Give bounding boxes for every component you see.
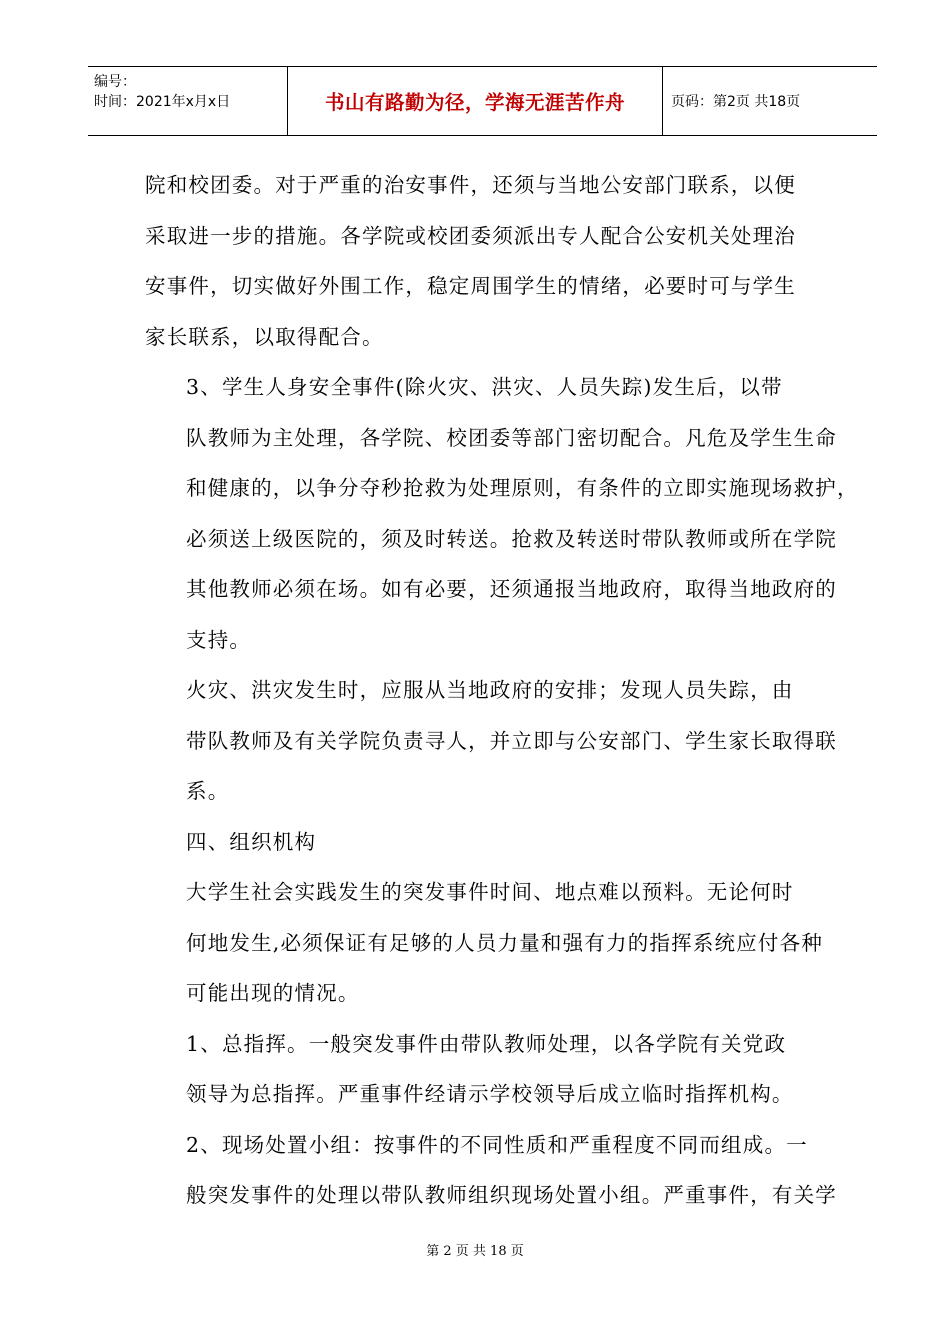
text-line: 2、现场处置小组：按事件的不同性质和严重程度不同而组成。一: [186, 1132, 808, 1157]
text-line: 可能出现的情况。: [186, 981, 360, 1005]
text-line: 火灾、洪灾发生时，应服从当地政府的安排；发现人员失踪，由: [186, 678, 794, 702]
document-number-label: 编号：: [94, 74, 136, 90]
text-line: 和健康的，以争分夺秒抢救为处理原则，有条件的立即实施现场救护，: [186, 476, 859, 500]
text-line: 安事件，切实做好外围工作，稳定周围学生的情绪，必要时可与学生: [145, 274, 796, 298]
paragraph: [145, 362, 859, 665]
paragraph: [145, 1120, 837, 1221]
document-body: [145, 160, 859, 1221]
text-line: 领导为总指挥。严重事件经请示学校领导后成立临时指挥机构。: [186, 1082, 794, 1106]
text-line: 何地发生,必须保证有足够的人员力量和强有力的指挥系统应付各种: [186, 930, 824, 955]
header-meta: [88, 67, 288, 135]
paragraph: [145, 867, 825, 1019]
text-line: 采取进一步的措施。各学院或校团委须派出专人配合公安机关处理治: [145, 223, 796, 248]
text-line: 带队教师及有关学院负责寻人，并立即与公安部门、学生家长取得联: [186, 728, 837, 753]
paragraph: [145, 665, 837, 817]
text-line: 队教师为主处理，各学院、校团委等部门密切配合。凡危及学生生命: [186, 425, 837, 450]
paragraph: [145, 160, 825, 362]
text-line: 般突发事件的处理以带队教师组织现场处置小组。严重事件，有关学: [186, 1183, 837, 1207]
text-line: 必须送上级医院的，须及时转送。抢救及转送时带队教师或所在学院: [186, 526, 837, 551]
text-line: 1、总指挥。一般突发事件由带队教师处理，以各学院有关党政: [186, 1031, 787, 1056]
text-line: 大学生社会实践发生的突发事件时间、地点难以预料。无论何时: [186, 880, 794, 904]
page-header: [88, 66, 877, 136]
text-line: 其他教师必须在场。如有必要，还须通报当地政府，取得当地政府的: [186, 577, 837, 601]
text-line: 家长联系，以取得配合。: [145, 324, 384, 349]
text-line: 支持。: [186, 627, 252, 652]
paragraph: [145, 817, 825, 868]
page-footer: 第 2 页 共 18 页: [426, 1244, 524, 1259]
document-time-label: 时间：2021年x月x日: [94, 94, 231, 110]
header-motto: 书山有路勤为径，学海无涯苦作舟: [288, 67, 663, 135]
text-line: 四、组织机构: [186, 829, 317, 854]
text-line: 系。: [186, 779, 230, 803]
text-line: 3、学生人身安全事件(除火灾、洪灾、人员失踪)发生后，以带: [186, 375, 783, 399]
text-line: 院和校团委。对于严重的治安事件，还须与当地公安部门联系，以便: [145, 173, 796, 197]
header-page-info: 页码：第2页 共18页: [671, 94, 801, 110]
paragraph: [145, 1019, 825, 1120]
